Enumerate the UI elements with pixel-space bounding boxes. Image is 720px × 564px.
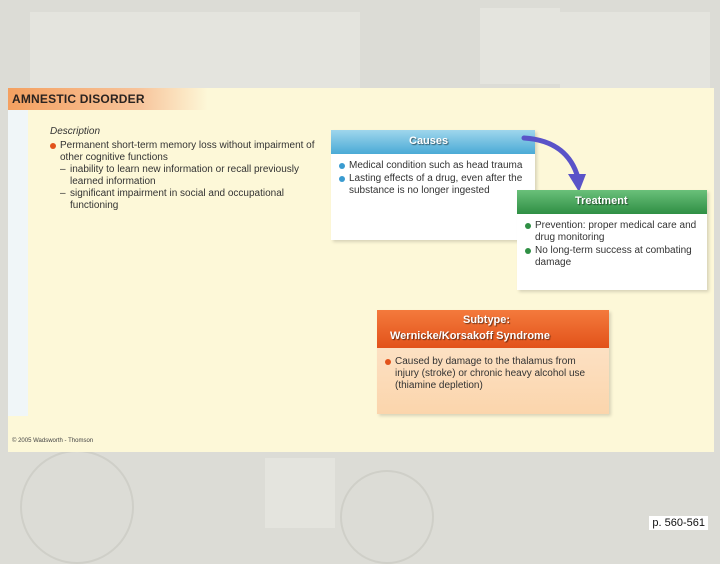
causes-body — [331, 154, 535, 204]
bullet-dot-icon — [525, 223, 531, 229]
subtype-header-line2: Wernicke/Korsakoff Syndrome — [390, 330, 550, 342]
subtype-header-line1: Subtype: — [463, 314, 511, 326]
description-bullet-text: Permanent short-term memory loss without impairment of other cognitive functions — [60, 140, 315, 163]
treatment-body — [517, 214, 707, 276]
bullet-dot-icon — [339, 176, 345, 182]
left-strip — [8, 110, 28, 416]
copyright-notice: © 2005 Wadsworth - Thomson — [12, 438, 94, 444]
dash-icon: – — [60, 164, 66, 175]
background-ring — [20, 450, 134, 564]
subtype-box — [377, 310, 609, 414]
causes-bullet — [339, 160, 527, 172]
page-number: p. 560-561 — [649, 516, 708, 530]
subtype-bullet-text: Caused by damage to the thalamus from injury (stroke) or chronic heavy alcohol use (thiamine depletion) — [395, 356, 586, 391]
treatment-bullet — [525, 220, 699, 244]
bullet-dot-icon — [339, 163, 345, 169]
treatment-bullet-text: No long-term success at combating damage — [535, 245, 692, 268]
background-tile — [30, 12, 360, 88]
slide-title: AMNESTIC DISORDER — [12, 92, 145, 106]
treatment-header-label: Treatment — [575, 195, 628, 207]
background-tile — [560, 12, 710, 88]
description-subpoint-text: inability to learn new information or recall previously learned information — [70, 164, 299, 187]
treatment-box — [517, 190, 707, 290]
slide — [8, 88, 714, 452]
causes-bullet — [339, 173, 527, 197]
treatment-bullet — [525, 245, 699, 269]
causes-header — [331, 130, 535, 154]
causes-header-label: Causes — [409, 135, 449, 147]
description-bullet — [50, 140, 330, 164]
bullet-dot-icon — [525, 248, 531, 254]
description-subpoint — [50, 188, 330, 212]
subtype-bullet — [385, 356, 601, 392]
title-bar — [8, 88, 208, 110]
bullet-dot-icon — [385, 359, 391, 365]
background-ring — [340, 470, 434, 564]
description-subpoint — [50, 164, 330, 188]
causes-bullet-text: Medical condition such as head trauma — [349, 160, 523, 171]
background-tile — [480, 8, 560, 84]
treatment-header — [517, 190, 707, 214]
dash-icon: – — [60, 188, 66, 199]
treatment-bullet-text: Prevention: proper medical care and drug monitoring — [535, 220, 697, 243]
description-subpoint-text: significant impairment in social and occupational functioning — [70, 188, 285, 211]
bullet-dot-icon — [50, 143, 56, 149]
description-section — [50, 126, 330, 212]
description-heading: Description — [50, 126, 101, 137]
subtype-body — [377, 348, 609, 399]
curved-arrow-icon — [520, 134, 590, 196]
causes-box — [331, 130, 535, 240]
causes-bullet-text: Lasting effects of a drug, even after the substance is no longer ingested — [349, 173, 523, 196]
subtype-header — [377, 310, 609, 348]
background-tile — [265, 458, 335, 528]
